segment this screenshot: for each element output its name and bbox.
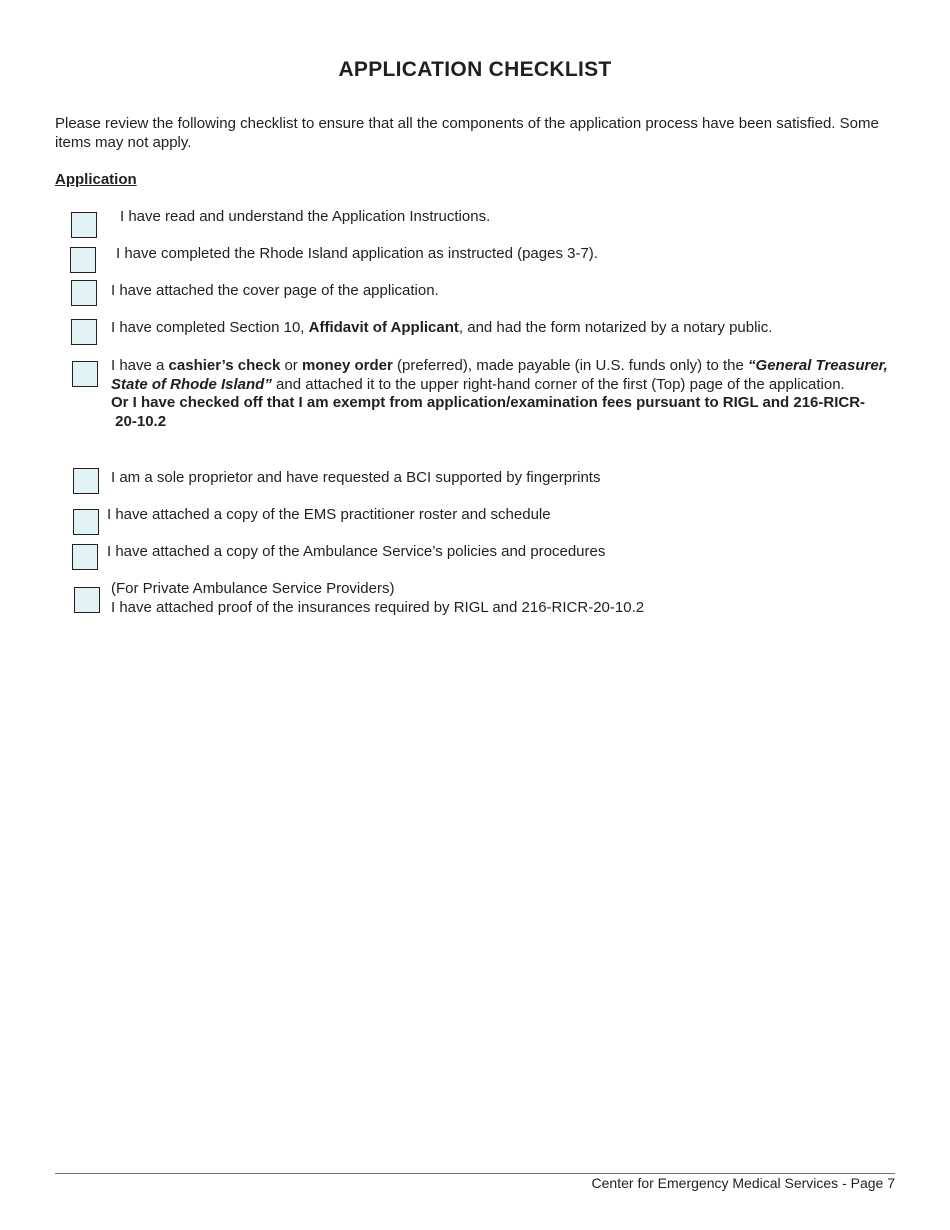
payment-exempt-line-1: Or I have checked off that I am exempt from application/examination fees pursuant to RIGL and 216-RICR- xyxy=(111,394,866,412)
checkbox-insurance[interactable] xyxy=(74,587,100,613)
checkbox-completed-application[interactable] xyxy=(70,247,96,273)
text-segment: , and had the form notarized by a notary public. xyxy=(458,319,773,336)
checklist-item-payment xyxy=(111,357,888,431)
insurance-line-2: I have attached proof of the insurances required by RIGL and 216-RICR-20-10.2 xyxy=(111,598,645,616)
checkbox-bci-fingerprints[interactable] xyxy=(73,468,99,494)
checkbox-cover-page[interactable] xyxy=(71,280,97,306)
payment-line-1: I have a cashier’s check or money order (preferred), made payable (in U.S. funds only) to the “General Treasurer, xyxy=(111,357,888,374)
checklist-item-text: I have read and understand the Application Instructions. xyxy=(120,208,491,225)
text-segment: I have completed Section 10, xyxy=(111,319,309,336)
checklist-item-text: I am a sole proprietor and have requested a BCI supported by fingerprints xyxy=(111,469,601,486)
insurance-line-1: (For Private Ambulance Service Providers) xyxy=(111,580,395,597)
checkbox-ems-roster[interactable] xyxy=(73,509,99,535)
checklist-item-completed-application xyxy=(116,245,598,264)
checklist-item-bci-fingerprints xyxy=(111,469,600,488)
checklist-item-text: I have completed the Rhode Island application as instructed (pages 3-7). xyxy=(116,245,598,262)
checkbox-read-instructions[interactable] xyxy=(71,212,97,238)
section-heading-application: Application xyxy=(55,171,137,188)
intro-paragraph: Please review the following checklist to ensure that all the components of the application process have been satisfied. Some items may not apply. xyxy=(55,115,879,151)
checklist-item-affidavit xyxy=(111,319,772,338)
checklist-item-cover-page xyxy=(111,282,439,301)
payment-line-2: State of Rhode Island” and attached it to the upper right-hand corner of the first (Top) page of the application. xyxy=(111,375,845,393)
checklist-item-text: I have attached a copy of the Ambulance Service’s policies and procedures xyxy=(107,543,606,560)
checklist-item-text: I have attached a copy of the EMS practitioner roster and schedule xyxy=(107,506,551,523)
checkbox-policies[interactable] xyxy=(72,544,98,570)
page-footer: Center for Emergency Medical Services - Page 7 xyxy=(591,1175,895,1191)
checklist-item-insurance xyxy=(111,580,644,617)
checklist-item-read-instructions xyxy=(120,208,490,227)
checklist-item-text: I have attached the cover page of the application. xyxy=(111,282,439,299)
checkbox-affidavit[interactable] xyxy=(71,319,97,345)
page-title: APPLICATION CHECKLIST xyxy=(338,58,612,81)
affidavit-label: Affidavit of Applicant xyxy=(308,319,459,336)
checklist-item-policies xyxy=(107,543,605,562)
payment-exempt-line-2: 20-10.2 xyxy=(111,412,167,430)
checklist-item-ems-roster xyxy=(107,506,551,525)
checkbox-payment[interactable] xyxy=(72,361,98,387)
